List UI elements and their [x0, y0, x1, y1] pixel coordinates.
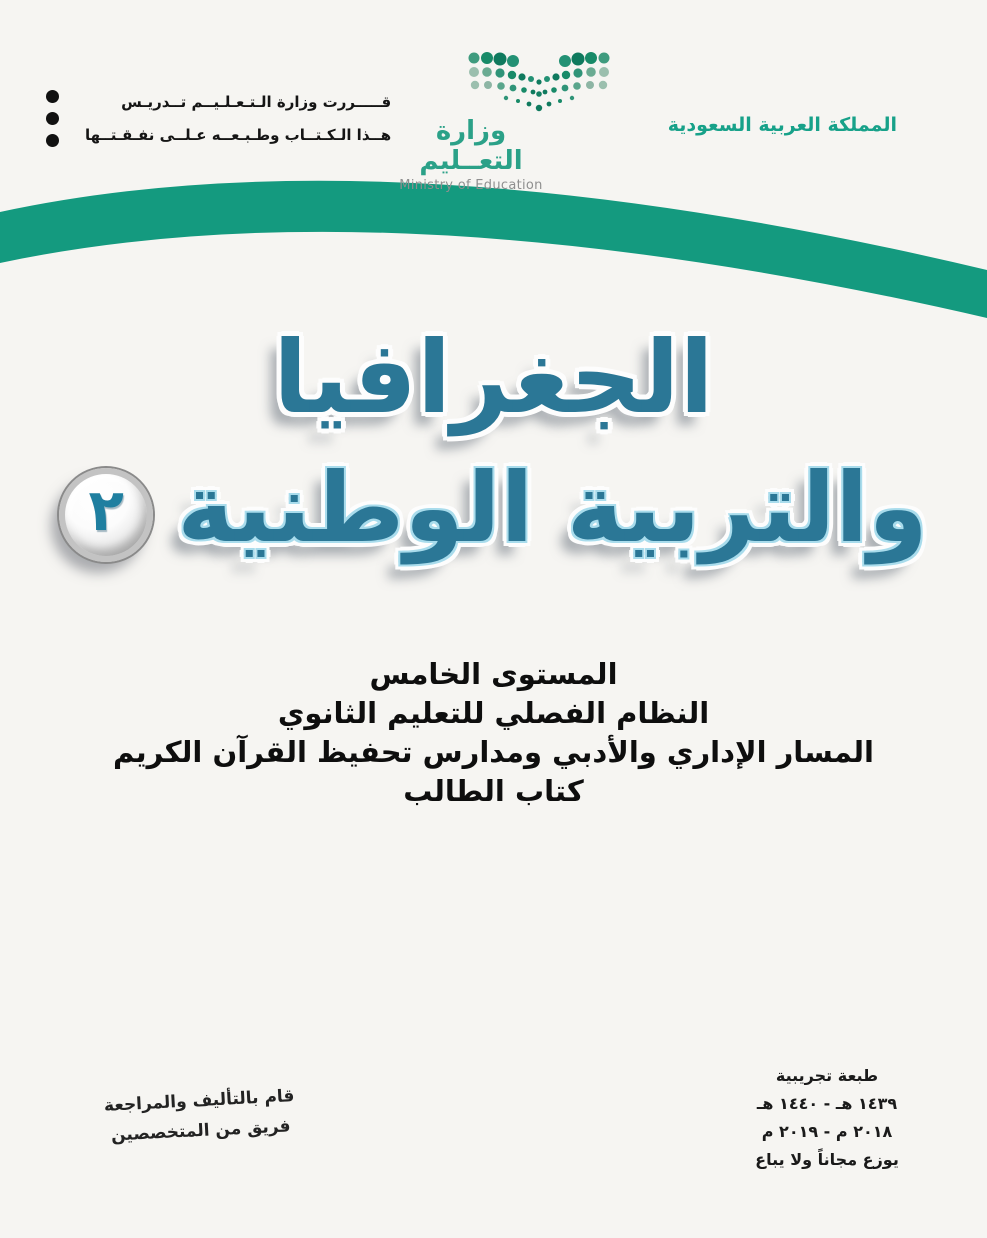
statement-line-1: قـــــررت وزارة الـتـعـلـيــم تــدريـس — [121, 93, 392, 111]
bullet-dot — [46, 90, 59, 103]
ministry-wordmark-english: Ministry of Education — [399, 178, 543, 193]
subtitle-level: المستوى الخامس — [369, 657, 618, 691]
book-title-line-2-row — [0, 438, 987, 578]
statement-bullet-dots — [46, 86, 59, 152]
statement-text — [85, 86, 391, 152]
subtitle-block — [0, 655, 987, 811]
ministry-decision-statement — [46, 86, 391, 152]
book-title-line-1: الجغرافيا — [273, 319, 714, 436]
edition-gregorian-years: ٢٠١٨ م - ٢٠١٩ م — [761, 1122, 893, 1141]
edition-type: طبعة تجريبية — [775, 1066, 879, 1085]
authorship-credits — [83, 1080, 318, 1152]
ministry-logo-dots-icon — [458, 48, 620, 114]
edition-hijri-years: ١٤٣٩ هـ - ١٤٤٠ هـ — [756, 1094, 898, 1113]
book-title-line-2: والتربية الوطنية — [177, 452, 928, 564]
ministry-of-education-logo — [388, 48, 626, 193]
bullet-dot — [46, 112, 59, 125]
level-2-badge — [59, 468, 153, 562]
bullet-dot — [46, 134, 59, 147]
subtitle-track: المسار الإداري والأدبي ومدارس تحفيظ القرآن الكريم — [113, 735, 874, 769]
ministry-wordmark-arabic: وزارة التعــليم — [419, 116, 523, 176]
credits-line-1: قام بالتأليف والمراجعة — [103, 1086, 295, 1116]
kingdom-name: المملكة العربية السعودية — [667, 114, 897, 136]
subtitle-student-book: كتاب الطالب — [403, 774, 584, 808]
edition-info — [737, 1062, 917, 1174]
edition-free-distribution: يوزع مجاناً ولا يباع — [755, 1150, 899, 1169]
level-badge-number: ٢ — [88, 476, 124, 544]
statement-line-2: هــذا الـكـتــاب وطـبـعــه عـلــى نفـقـتــها — [85, 126, 392, 144]
credits-line-2: فريق من المتخصصين — [110, 1116, 291, 1146]
subtitle-system: النظام الفصلي للتعليم الثانوي — [277, 696, 710, 730]
